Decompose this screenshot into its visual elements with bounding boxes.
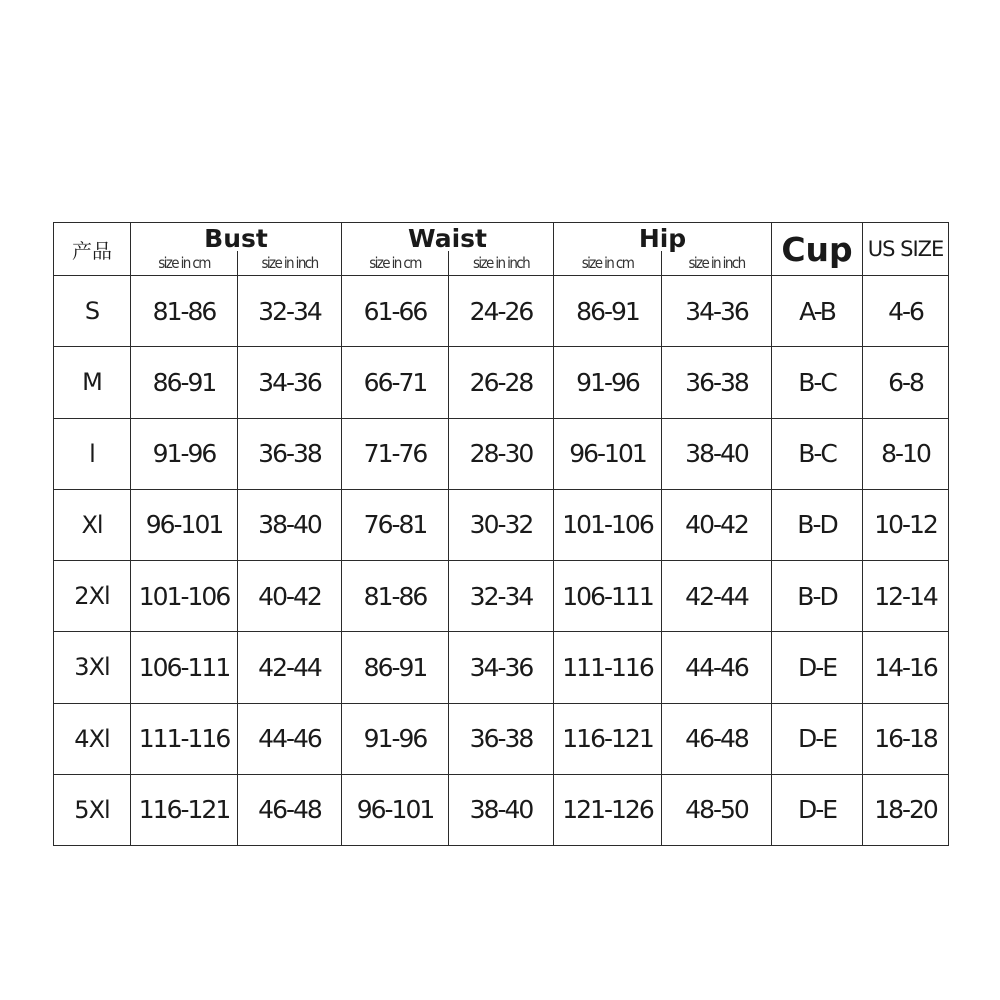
bust-cm-cell: 101-106: [131, 561, 238, 632]
hip-cm-cell: 106-111: [554, 561, 662, 632]
waist-inch-cell: 26-28: [449, 347, 554, 418]
size-cell: Xl: [54, 489, 131, 560]
waist-cm-subheader: size in cm: [342, 251, 449, 276]
size-cell: 3Xl: [54, 632, 131, 703]
bust-header: Bust: [131, 223, 342, 252]
hip-cm-cell: 111-116: [554, 632, 662, 703]
cup-cell: A-B: [772, 276, 863, 347]
size-cell: 5Xl: [54, 774, 131, 845]
bust-inch-cell: 36-38: [238, 418, 342, 489]
bust-cm-subheader: size in cm: [131, 251, 238, 276]
us-size-cell: 10-12: [863, 489, 949, 560]
hip-inch-cell: 48-50: [662, 774, 772, 845]
cup-cell: D-E: [772, 632, 863, 703]
hip-inch-cell: 36-38: [662, 347, 772, 418]
waist-cm-cell: 86-91: [342, 632, 449, 703]
waist-inch-cell: 28-30: [449, 418, 554, 489]
hip-inch-cell: 44-46: [662, 632, 772, 703]
hip-inch-subheader: size in inch: [662, 251, 772, 276]
waist-inch-cell: 34-36: [449, 632, 554, 703]
bust-cm-cell: 96-101: [131, 489, 238, 560]
bust-cm-cell: 91-96: [131, 418, 238, 489]
bust-inch-cell: 40-42: [238, 561, 342, 632]
waist-inch-cell: 32-34: [449, 561, 554, 632]
waist-inch-cell: 24-26: [449, 276, 554, 347]
size-cell: 2Xl: [54, 561, 131, 632]
us-size-cell: 18-20: [863, 774, 949, 845]
hip-inch-cell: 40-42: [662, 489, 772, 560]
table-row: [54, 632, 949, 703]
product-header: 产品: [54, 223, 131, 276]
hip-cm-cell: 96-101: [554, 418, 662, 489]
bust-cm-cell: 86-91: [131, 347, 238, 418]
hip-cm-cell: 116-121: [554, 703, 662, 774]
us-size-cell: 8-10: [863, 418, 949, 489]
size-chart-table: [53, 222, 949, 846]
bust-cm-cell: 81-86: [131, 276, 238, 347]
table-row: [54, 703, 949, 774]
waist-header: Waist: [342, 223, 554, 252]
size-cell: l: [54, 418, 131, 489]
bust-inch-subheader: size in inch: [238, 251, 342, 276]
us-size-cell: 16-18: [863, 703, 949, 774]
size-rows: [54, 276, 949, 846]
cup-header: Cup: [772, 223, 863, 276]
table-row: [54, 276, 949, 347]
table-row: [54, 774, 949, 845]
hip-inch-cell: 42-44: [662, 561, 772, 632]
bust-inch-cell: 46-48: [238, 774, 342, 845]
cup-cell: D-E: [772, 774, 863, 845]
us-size-cell: 4-6: [863, 276, 949, 347]
hip-inch-cell: 46-48: [662, 703, 772, 774]
hip-header: Hip: [554, 223, 772, 252]
bust-cm-cell: 116-121: [131, 774, 238, 845]
size-cell: 4Xl: [54, 703, 131, 774]
hip-cm-cell: 101-106: [554, 489, 662, 560]
waist-inch-subheader: size in inch: [449, 251, 554, 276]
table-row: [54, 347, 949, 418]
waist-cm-cell: 66-71: [342, 347, 449, 418]
cup-cell: B-D: [772, 561, 863, 632]
bust-inch-cell: 42-44: [238, 632, 342, 703]
table-row: [54, 418, 949, 489]
us-size-cell: 6-8: [863, 347, 949, 418]
table-row: [54, 561, 949, 632]
cup-cell: D-E: [772, 703, 863, 774]
waist-inch-cell: 30-32: [449, 489, 554, 560]
hip-inch-cell: 34-36: [662, 276, 772, 347]
hip-cm-cell: 91-96: [554, 347, 662, 418]
waist-inch-cell: 36-38: [449, 703, 554, 774]
waist-cm-cell: 96-101: [342, 774, 449, 845]
waist-cm-cell: 61-66: [342, 276, 449, 347]
size-cell: S: [54, 276, 131, 347]
hip-inch-cell: 38-40: [662, 418, 772, 489]
us-size-cell: 12-14: [863, 561, 949, 632]
cup-cell: B-C: [772, 418, 863, 489]
hip-cm-subheader: size in cm: [554, 251, 662, 276]
bust-cm-cell: 111-116: [131, 703, 238, 774]
us-size-header: US SIZE: [863, 223, 949, 276]
bust-inch-cell: 44-46: [238, 703, 342, 774]
waist-cm-cell: 76-81: [342, 489, 449, 560]
waist-cm-cell: 91-96: [342, 703, 449, 774]
bust-cm-cell: 106-111: [131, 632, 238, 703]
hip-cm-cell: 86-91: [554, 276, 662, 347]
waist-cm-cell: 71-76: [342, 418, 449, 489]
cup-cell: B-C: [772, 347, 863, 418]
bust-inch-cell: 32-34: [238, 276, 342, 347]
hip-cm-cell: 121-126: [554, 774, 662, 845]
bust-inch-cell: 38-40: [238, 489, 342, 560]
size-cell: M: [54, 347, 131, 418]
waist-cm-cell: 81-86: [342, 561, 449, 632]
us-size-cell: 14-16: [863, 632, 949, 703]
waist-inch-cell: 38-40: [449, 774, 554, 845]
cup-cell: B-D: [772, 489, 863, 560]
table-row: [54, 489, 949, 560]
bust-inch-cell: 34-36: [238, 347, 342, 418]
